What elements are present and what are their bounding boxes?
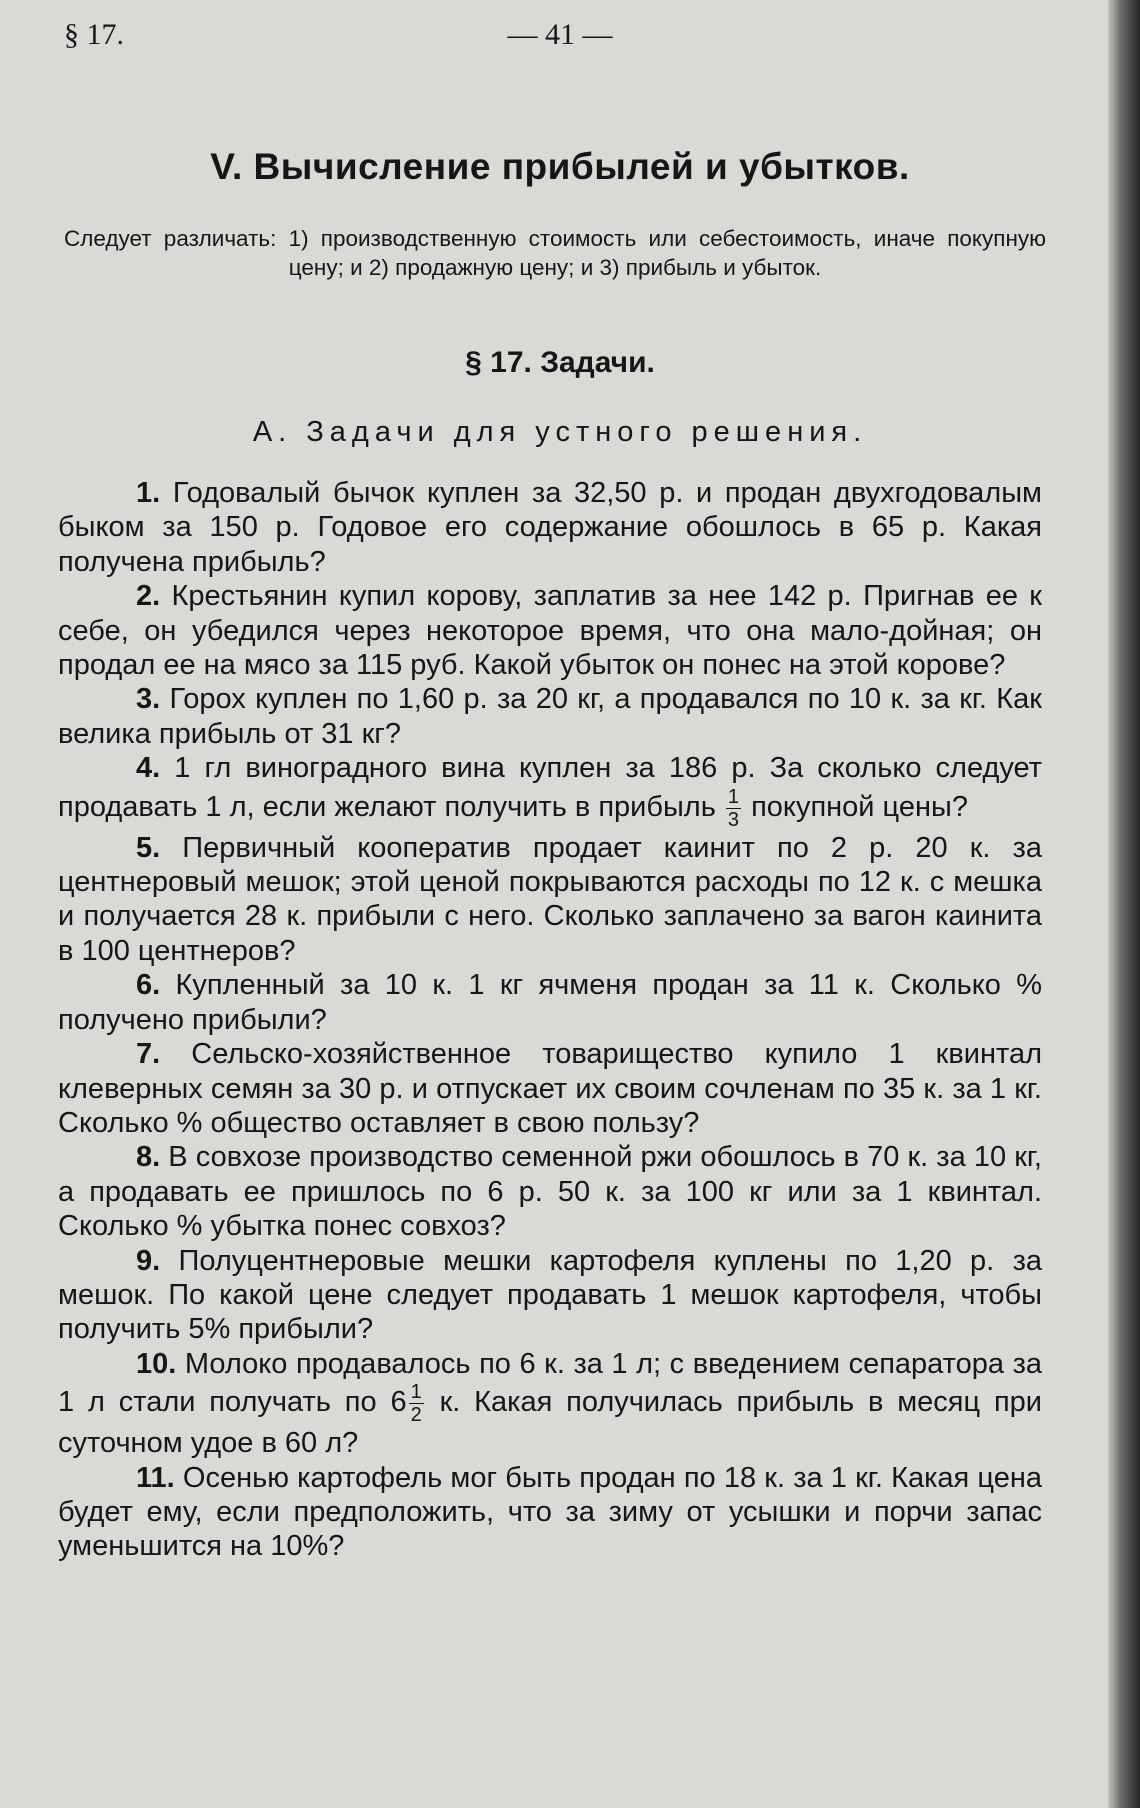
problem-text-before: 1 гл виноградного вина куплен за 186 р. За сколько следует продавать 1 л, если желают получить в прибыль [58, 752, 1042, 823]
section-title: § 17. Задачи. [465, 346, 655, 379]
problem-text: Крестьянин купил корову, заплатив за нее 142 р. Пригнав ее к себе, он убедился через некоторое время, что она мало-дойная; он продал ее на мясо за 115 руб. Какой убыток он понес на этой корове? [58, 580, 1042, 682]
problem-number: 10. [136, 1347, 177, 1380]
fraction [409, 1381, 424, 1426]
problem-text: Сельско-хозяйственное товарищество купило 1 квинтал клеверных семян за 30 р. и отпускает их своим сочленам по 35 к. за 1 кг. Сколько % общество оставляет в свою пользу? [58, 1038, 1042, 1139]
problem-11 [58, 1461, 1042, 1564]
problem-1 [58, 476, 1042, 579]
problem-text: Осенью картофель мог быть продан по 18 к. за 1 кг. Какая цена будет ему, если предположить, что за зиму от усышки и порчи запас уменьшится на 10%? [58, 1461, 1042, 1563]
problem-10 [58, 1347, 1042, 1461]
problem-number: 5. [136, 831, 161, 864]
problem-list [58, 476, 1042, 1564]
chapter-title: V. Вычисление прибылей и убытков. [210, 146, 910, 187]
problem-number: 9. [136, 1244, 161, 1277]
fraction-denominator: 3 [727, 808, 740, 831]
problem-text: Первичный кооператив продает каинит по 2 р. 20 к. за центнеровый мешок; этой ценой покрываются расходы по 12 к. с мешка и получается 28 к. прибыли с него. Сколько заплачено за вагон каинита в 100 центнеров? [58, 831, 1042, 967]
problem-text-after: покупной цены? [751, 790, 968, 823]
problem-number: 6. [136, 969, 161, 1002]
problem-number: 8. [136, 1141, 161, 1174]
problem-8 [58, 1140, 1042, 1243]
problem-text-before: Молоко продавалось по 6 к. за 1 л; с введением сепаратора за 1 л стали получать по 6 [58, 1347, 1042, 1419]
fraction-numerator: 1 [727, 785, 740, 808]
problem-number: 11. [136, 1461, 175, 1494]
problem-number: 2. [136, 580, 161, 613]
problem-9 [58, 1244, 1042, 1347]
fraction-denominator: 2 [410, 1404, 422, 1427]
chapter-intro: Следует различать: 1) производственную стоимость или себестоимость, иначе покупную цену; и 2) продажную цену; и 3) прибыль и убыток. [64, 226, 1046, 280]
problem-7 [58, 1037, 1042, 1140]
fraction-numerator: 1 [410, 1381, 422, 1404]
problem-text: Полуцентнеровые мешки картофеля куплены по 1,20 р. за мешок. По какой цене следует продавать 1 мешок картофеля, чтобы получить 5% прибыли? [58, 1244, 1042, 1346]
problem-5 [58, 831, 1042, 969]
subsection-title: А. Задачи для устного решения. [252, 416, 868, 448]
problem-number: 3. [136, 683, 161, 716]
problem-text-after: к. Какая получилась прибыль в месяц при суточном удое в 60 л? [58, 1386, 1043, 1460]
problem-text: Годовалый бычок куплен за 32,50 р. и продан двухгодовалым быком за 150 р. Годовое его содержание обошлось в 65 р. Какая получена прибыль? [58, 477, 1042, 578]
fraction [726, 786, 741, 831]
problem-text: Горох куплен по 1,60 р. за 20 кг, а продавался по 10 к. за кг. Как велика прибыль от 31 кг? [58, 683, 1042, 750]
problem-text: В совхозе производство семенной ржи обошлось в 70 к. за 10 кг, а продавать ее пришлось по 6 р. 50 к. за 100 кг или за 1 квинтал. Сколько % убытка понес совхоз? [58, 1141, 1042, 1243]
problem-number: 7. [136, 1038, 161, 1071]
problem-3 [58, 682, 1042, 751]
section-mark: § 17. [64, 18, 124, 51]
problem-4 [58, 751, 1042, 830]
problem-number: 4. [136, 752, 161, 785]
problem-2 [58, 579, 1042, 682]
running-head [0, 18, 1140, 78]
problem-text: Купленный за 10 к. 1 кг ячменя продан за 11 к. Сколько % получено прибыли? [58, 969, 1043, 1036]
problem-number: 1. [136, 477, 161, 509]
book-spine-shadow [1108, 0, 1140, 1808]
problem-6 [58, 968, 1042, 1037]
page-number: — 41 — [507, 18, 613, 51]
